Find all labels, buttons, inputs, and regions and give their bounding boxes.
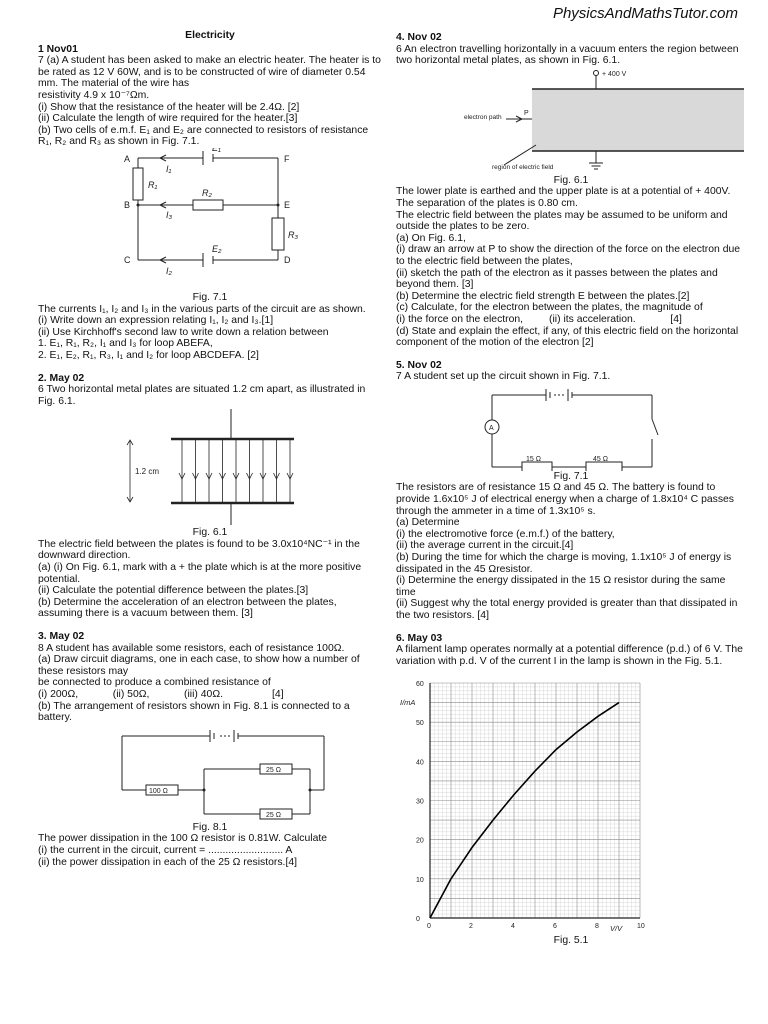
- node-d-label: D: [284, 254, 291, 265]
- q3-after-1: (i) the current in the circuit, current = .......................... A: [38, 844, 293, 856]
- y-tick-label: 30: [416, 798, 424, 806]
- fig-5-1-graph: [396, 677, 746, 935]
- q1-after-3: 1. E₁, R₁, R₂, I₁ and I₃ for loop ABEFA,: [38, 338, 213, 350]
- q1-after-4: 2. E₁, E₂, R₁, R₃, I₁ and I₂ for loop ABCDEFA. [2]: [38, 349, 259, 361]
- q5-after-6: (ii) Suggest why the total energy provided is greater than that dissipated in the two resistors. [4]: [396, 598, 738, 621]
- y-tick-label: 40: [416, 759, 424, 767]
- fig-5-1-caption: Fig. 5.1: [553, 935, 589, 947]
- point-p-label: P: [524, 109, 529, 117]
- fig-6-1-right-caption: Fig. 6.1: [553, 174, 589, 186]
- q6-text-0: A filament lamp operates normally at a potential difference (p.d.) of 6 V. The variation with p.d. V of the current I in the lamp is shown in the Fig. 5.1.: [396, 644, 743, 667]
- x-tick-label: 4: [511, 923, 515, 931]
- q5-after-3: (ii) the average current in the circuit.[4]: [396, 540, 574, 552]
- q6-header: 6. May 03: [396, 632, 443, 644]
- q5-after-5: (i) Determine the energy dissipated in the 15 Ω resistor during the same time: [396, 575, 726, 598]
- q1-text-3: (ii) Calculate the length of wire required for the heater.[3]: [38, 113, 298, 125]
- electron-path-label: electron path: [464, 113, 502, 121]
- y-tick-label: 10: [416, 877, 424, 885]
- node-f-label: F: [284, 153, 290, 164]
- q4-after-0: The lower plate is earthed and the upper plate is at a potential of + 400V. The separation of the plates is 0.80 cm.: [396, 186, 731, 209]
- q2-after-0: The electric field between the plates is found to be 3.0x10⁴NC⁻¹ in the downward direction.: [38, 538, 360, 562]
- ammeter-label: A: [489, 424, 494, 432]
- r1-label: R₁: [148, 179, 158, 190]
- q4-after-3: (i) draw an arrow at P to show the direction of the force on the electron due to the electric field between the plates,: [396, 244, 741, 267]
- site-brand: PhysicsAndMathsTutor.com: [552, 5, 738, 22]
- q4-after-7: (i) the force on the electron, (ii) its acceleration. [4]: [396, 313, 682, 325]
- plate-voltage-label: + 400 V: [602, 70, 627, 78]
- current-voltage-chart: [396, 677, 746, 935]
- x-tick-label: 2: [469, 923, 473, 931]
- y-tick-label: 20: [416, 838, 424, 846]
- e1-label: E₁: [212, 147, 221, 153]
- resistor-15-label: 15 Ω: [526, 455, 541, 463]
- node-b-label: B: [124, 199, 131, 210]
- q2-after-2: (ii) Calculate the potential difference between the plates.[3]: [38, 585, 309, 597]
- q1-after-0: The currents I₁, I₂ and I₃ in the various parts of the circuit are as shown.: [38, 303, 366, 315]
- node-e-label: E: [284, 199, 291, 210]
- i3-label: I₃: [166, 209, 173, 220]
- q4-after-5: (b) Determine the electric field strength E between the plates.[2]: [396, 290, 690, 302]
- i2-label: I₂: [166, 265, 172, 276]
- q2-header: 2. May 02: [38, 372, 85, 384]
- x-tick-label: 8: [595, 923, 599, 931]
- x-tick-label: 10: [637, 923, 645, 931]
- q3-after-2: (ii) the power dissipation in each of the 25 Ω resistors.[4]: [38, 856, 297, 868]
- q3-header: 3. May 02: [38, 631, 85, 643]
- q4-after-4: (ii) sketch the path of the electron as it passes between the plates and beyond them. [3]: [396, 267, 718, 291]
- fig-6-1-plates: [38, 407, 382, 527]
- fig-7-1-circuit: [38, 148, 382, 292]
- node-c-label: C: [124, 254, 131, 265]
- resistor-25a-label: 25 Ω: [266, 766, 281, 774]
- q3-text-1: (a) Draw circuit diagrams, one in each case, to show how a number of these resistors may: [38, 654, 360, 677]
- resistor-network-diagram: [38, 724, 382, 822]
- q4-after-2: (a) On Fig. 6.1,: [396, 232, 466, 244]
- electron-plates-diagram: [396, 67, 746, 175]
- q4-header: 4. Nov 02: [396, 32, 442, 43]
- q1-text-2: (i) Show that the resistance of the heater will be 2.4Ω. [2]: [38, 101, 300, 113]
- fig-7-1-caption: Fig. 7.1: [192, 291, 228, 303]
- fig-7-1-right-caption: Fig. 7.1: [553, 470, 589, 482]
- q1-header: 1 Nov01: [38, 43, 78, 55]
- q5-after-0: The resistors are of resistance 15 Ω and 45 Ω. The battery is found to provide 1.6x10⁵ J of electrical energy when a charge of 1.8x10⁴ C passes through the ammeter in a time of 1.3x10⁵ s.: [396, 482, 735, 517]
- fig-6-1-electron: [396, 67, 746, 175]
- y-axis-label: I/mA: [400, 698, 416, 708]
- parallel-plates-diagram: [38, 407, 382, 527]
- q3-text-3: (i) 200Ω, (ii) 50Ω, (iii) 40Ω. [4]: [38, 689, 284, 700]
- resistor-25b-label: 25 Ω: [266, 811, 281, 819]
- q5-after-2: (i) the electromotive force (e.m.f.) of the battery,: [396, 528, 615, 540]
- i1-label: I₁: [166, 163, 172, 174]
- plate-separation-label: 1.2 cm: [135, 467, 160, 477]
- q5-text-0: 7 A student set up the circuit shown in Fig. 7.1.: [396, 371, 611, 383]
- q3-text-2: be connected to produce a combined resistance of: [38, 677, 271, 689]
- q4-after-6: (c) Calculate, for the electron between the plates, the magnitude of: [396, 302, 703, 314]
- resistor-100-label: 100 Ω: [149, 787, 168, 795]
- fig-8-1-circuit: [38, 724, 382, 822]
- left-column: [38, 30, 382, 868]
- series-circuit-diagram: [396, 383, 746, 471]
- field-region-label: region of electric field: [492, 163, 554, 171]
- r3-label: R₃: [288, 229, 299, 240]
- q3-text-4: (b) The arrangement of resistors shown in Fig. 8.1 is connected to a battery.: [38, 700, 350, 724]
- q5-after-4: (b) During the time for which the charge is moving, 1.1x10⁵ J of energy is dissipated in the 45 Ωresistor.: [396, 552, 732, 575]
- kirchhoff-circuit-diagram: [38, 148, 382, 292]
- fig-7-1-right-circuit: [396, 383, 746, 471]
- q1-text-1: resistivity 4.9 x 10⁻⁷Ωm.: [38, 89, 150, 101]
- r2-label: R₂: [202, 187, 212, 198]
- q1-after-1: (i) Write down an expression relating I₁, I₂ and I₃.[1]: [38, 315, 274, 327]
- iv-curve-series: [430, 703, 619, 918]
- q4-after-8: (d) State and explain the effect, if any, of this electric field on the horizontal component of the motion of the electron [2]: [396, 325, 739, 349]
- q2-after-3: (b) Determine the acceleration of an electron between the plates, assuming there is a vacuum between them. [3]: [38, 596, 337, 620]
- fig-8-1-caption: Fig. 8.1: [192, 821, 228, 833]
- q2-text-0: 6 Two horizontal metal plates are situated 1.2 cm apart, as illustrated in Fig. 6.1.: [38, 384, 366, 407]
- y-tick-label: 60: [416, 681, 424, 689]
- q1-after-2: (ii) Use Kirchhoff's second law to write down a relation between: [38, 326, 329, 338]
- q5-header: 5. Nov 02: [396, 359, 442, 371]
- right-column: [396, 30, 746, 947]
- x-tick-label: 6: [553, 923, 557, 931]
- x-tick-label: 0: [427, 923, 431, 931]
- node-a-label: A: [124, 153, 131, 164]
- y-tick-label: 50: [416, 720, 424, 728]
- q1-text-0: 7 (a) A student has been asked to make an electric heater. The heater is to be rated as 12 V 60W, and is to be constructed of wire of diameter 0.54 mm. The material of the wire has: [38, 55, 381, 90]
- y-tick-label: 0: [416, 916, 420, 924]
- q2-after-1: (a) (i) On Fig. 6.1, mark with a + the plate which is at the more positive potential.: [38, 562, 362, 585]
- q1-text-4: (b) Two cells of e.m.f. E₁ and E₂ are connected to resistors of resistance R₁, R₂ and R₃ as shown in Fig. 7.1.: [38, 124, 369, 148]
- page-title: Electricity: [185, 30, 235, 41]
- q5-after-1: (a) Determine: [396, 517, 460, 529]
- q4-after-1: The electric field between the plates may be assumed to be uniform and outside the plates to be zero.: [396, 209, 728, 233]
- resistor-45-label: 45 Ω: [593, 455, 608, 463]
- q3-after-0: The power dissipation in the 100 Ω resistor is 0.81W. Calculate: [38, 833, 328, 845]
- x-axis-label: V/V: [610, 924, 623, 934]
- e2-label: E₂: [212, 243, 222, 254]
- q3-text-0: 8 A student has available some resistors, each of resistance 100Ω.: [38, 642, 345, 654]
- q4-text-0: 6 An electron travelling horizontally in a vacuum enters the region between two horizontal metal plates, as shown in Fig. 6.1.: [396, 43, 739, 67]
- fig-6-1-caption: Fig. 6.1: [192, 527, 228, 539]
